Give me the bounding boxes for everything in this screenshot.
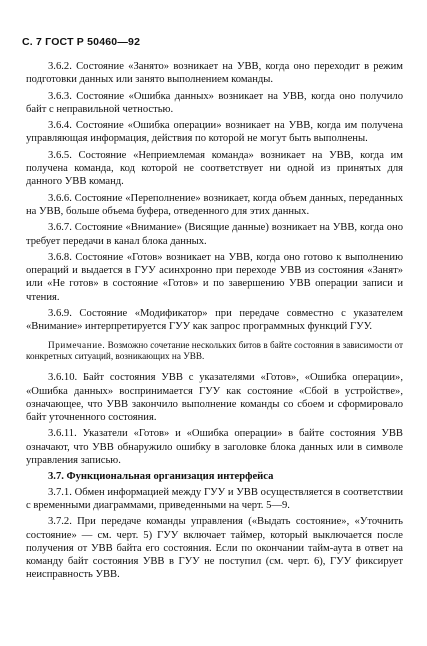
note-lead: Примечание. [48,339,106,350]
document-body [26,60,403,585]
paragraph-3-6-10: 3.6.10. Байт состояния УВВ с указателями «Готов», «Ошибка операции», «Ошибка данных» воспринимается ГУУ как состояние «Сбой в устройстве», означающее, что УВВ закончило выполнение команды со сбоем и сформировало байт уточненного состояния. [26,372,403,424]
paragraph-3-7-1: 3.7.1. Обмен информацией между ГУУ и УВВ осуществляется в соответствии с временными диаграммами, приведенными на черт. 5—9. [26,486,403,511]
section-heading: 3.7. Функциональная организация интерфейса [48,471,274,483]
paragraph-3-6-3: 3.6.3. Состояние «Ошибка данных» возникает на УВВ, когда оно получило байт с неправильной четностью. [26,90,403,115]
note [26,340,403,364]
paragraph-3-6-8: 3.6.8. Состояние «Готов» возникает на УВВ, когда оно готово к выполнению операций и выдается в ГУУ асинхронно при переходе УВВ из состояния «Занят» или «Не готов» в состояние «Готов» и по завершению УВВ операции записи и чтения. [26,251,403,303]
paragraph-3-7-2: 3.7.2. При передаче команды управления («Выдать состояние», «Уточнить состояние» — см. черт. 5) ГУУ включает таймер, который выключается после получения от УВВ байта его состояния. Если по окончании тайм-аута в ответ на команду байт состояния УВВ в ГУУ не поступил (см. черт. 6), ГУУ фиксирует неисправность УВВ. [26,516,403,581]
paragraph-3-6-7: 3.6.7. Состояние «Внимание» (Висящие данные) возникает на УВВ, когда оно требует передачи в канал блока данных. [26,222,403,247]
paragraph-3-6-4: 3.6.4. Состояние «Ошибка операции» возникает на УВВ, когда им получена управляющая информация, действия по которой не могут быть выполнены. [26,120,403,145]
page-header: С. 7 ГОСТ Р 50460—92 [22,36,141,48]
paragraph-3-6-6: 3.6.6. Состояние «Переполнение» возникает, когда объем данных, переданных на УВВ, больше объема буфера, отведенного для этих данных. [26,192,403,217]
paragraph-3-6-9: 3.6.9. Состояние «Модификатор» при передаче совместно с указателем «Внимание» интерпретируется ГУУ как запрос программных функций ГУУ. [26,308,403,333]
paragraph-3-6-11: 3.6.11. Указатели «Готов» и «Ошибка операции» в байте состояния УВВ означают, что УВВ обнаружило ошибку в заголовке блока данных или в символе управления записью. [26,428,403,467]
paragraph-3-6-5: 3.6.5. Состояние «Неприемлемая команда» возникает на УВВ, когда им получена команда, код которой не соответствует ни одной из принятых для данного УВВ команд. [26,149,403,188]
note-text: Возможно сочетание нескольких битов в байте состояния в зависимости от конкретных ситуаций, возникающих на УВВ. [26,339,403,362]
paragraph-3-6-2: 3.6.2. Состояние «Занято» возникает на УВВ, когда оно переходит в режим подготовки данных или занято выполнением команды. [26,61,403,86]
